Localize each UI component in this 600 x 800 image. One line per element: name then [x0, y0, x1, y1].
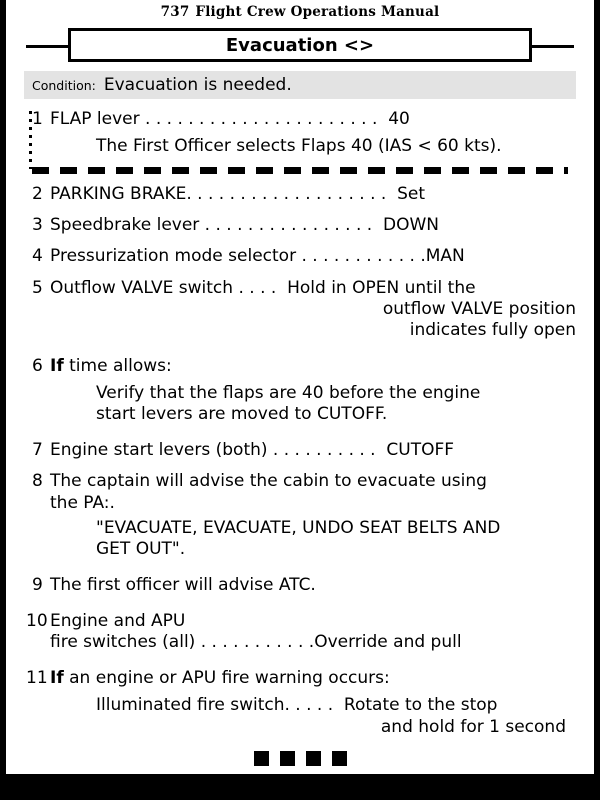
checklist-step — [24, 611, 576, 653]
step-note-line: and hold for 1 second — [380, 716, 566, 737]
checklist-step — [24, 356, 576, 377]
step-text: Pressurization mode selector . . . . . . . . . . . .MAN — [50, 246, 465, 267]
condition-label: Condition: — [32, 77, 96, 93]
square-icon — [306, 751, 321, 766]
step-text: an engine or APU fire warning occurs: — [63, 668, 390, 689]
step-number: 4 — [32, 246, 43, 267]
step-text: Speedbrake lever . . . . . . . . . . . . . . . . DOWN — [50, 215, 440, 236]
condition-value: Evacuation is needed. — [103, 75, 292, 95]
change-bar — [29, 111, 32, 169]
step-quote-line: "EVACUATE, EVACUATE, UNDO SEAT BELTS AND — [96, 517, 501, 538]
checklist-step — [24, 668, 576, 689]
manual-title: Flight Crew Operations Manual — [195, 4, 440, 20]
step-number: 3 — [32, 215, 43, 236]
footer-marks — [6, 751, 594, 766]
step-quote-line: GET OUT". — [96, 538, 186, 559]
step-note-line: Illuminated fire switch. . . . . Rotate to the stop — [96, 695, 498, 716]
step-text: The captain will advise the cabin to evacuate using — [50, 471, 487, 492]
step-number: 11 — [26, 668, 48, 689]
step-text: PARKING BRAKE. . . . . . . . . . . . . . . . . . . Set — [50, 184, 426, 205]
checklist-step — [24, 109, 576, 130]
checklist-step — [24, 246, 576, 267]
step-text: The first officer will advise ATC. — [50, 575, 316, 596]
step-keyword: If — [50, 668, 64, 689]
step-note-line: start levers are moved to CUTOFF. — [96, 404, 388, 425]
step-number: 10 — [26, 611, 48, 632]
bottom-bar — [6, 774, 594, 800]
step-text: time allows: — [63, 355, 172, 376]
step-note — [24, 383, 576, 426]
step-text: FLAP lever . . . . . . . . . . . . . . . . . . . . . . 40 — [50, 109, 410, 129]
step-text-cont: the PA:. — [50, 492, 115, 513]
step-note-line: Verify that the flaps are 40 before the engine — [96, 382, 481, 403]
checklist-step — [24, 471, 576, 513]
aircraft-model: 737 — [160, 4, 190, 20]
page-header — [6, 0, 594, 20]
square-icon — [332, 751, 347, 766]
step-note — [24, 695, 576, 738]
step-keyword: If — [50, 355, 64, 376]
step-number: 1 — [32, 109, 43, 129]
square-icon — [280, 751, 295, 766]
step-number: 7 — [32, 440, 43, 461]
step-number: 5 — [32, 277, 43, 298]
step-text-cont: outflow VALVE position — [382, 298, 576, 319]
checklist-step — [24, 184, 576, 205]
square-icon — [254, 751, 269, 766]
checklist-body — [24, 99, 576, 738]
title-box — [68, 28, 532, 62]
checklist-step — [24, 440, 576, 461]
step-text: Outflow VALVE switch . . . . Hold in OPEN until the — [50, 277, 476, 298]
dashed-separator — [32, 167, 568, 174]
condition-bar — [24, 71, 576, 99]
title-banner — [26, 28, 574, 64]
step-number: 8 — [32, 471, 43, 492]
page-title: Evacuation <> — [225, 34, 375, 56]
step-number: 9 — [32, 575, 43, 596]
step-text: Engine start levers (both) . . . . . . . . . . CUTOFF — [50, 440, 455, 461]
step-number: 2 — [32, 184, 43, 205]
step-text-cont: indicates fully open — [409, 319, 576, 340]
checklist-step — [24, 278, 576, 341]
step-text: Engine and APU — [50, 611, 186, 632]
step-quote — [24, 518, 576, 561]
checklist-step — [24, 575, 576, 596]
step-number: 6 — [32, 355, 43, 376]
step-text-cont: fire switches (all) . . . . . . . . . . .Override and pull — [50, 632, 462, 653]
step-note: The First Officer selects Flaps 40 (IAS < 60 kts). — [96, 136, 502, 157]
checklist-step — [24, 215, 576, 236]
